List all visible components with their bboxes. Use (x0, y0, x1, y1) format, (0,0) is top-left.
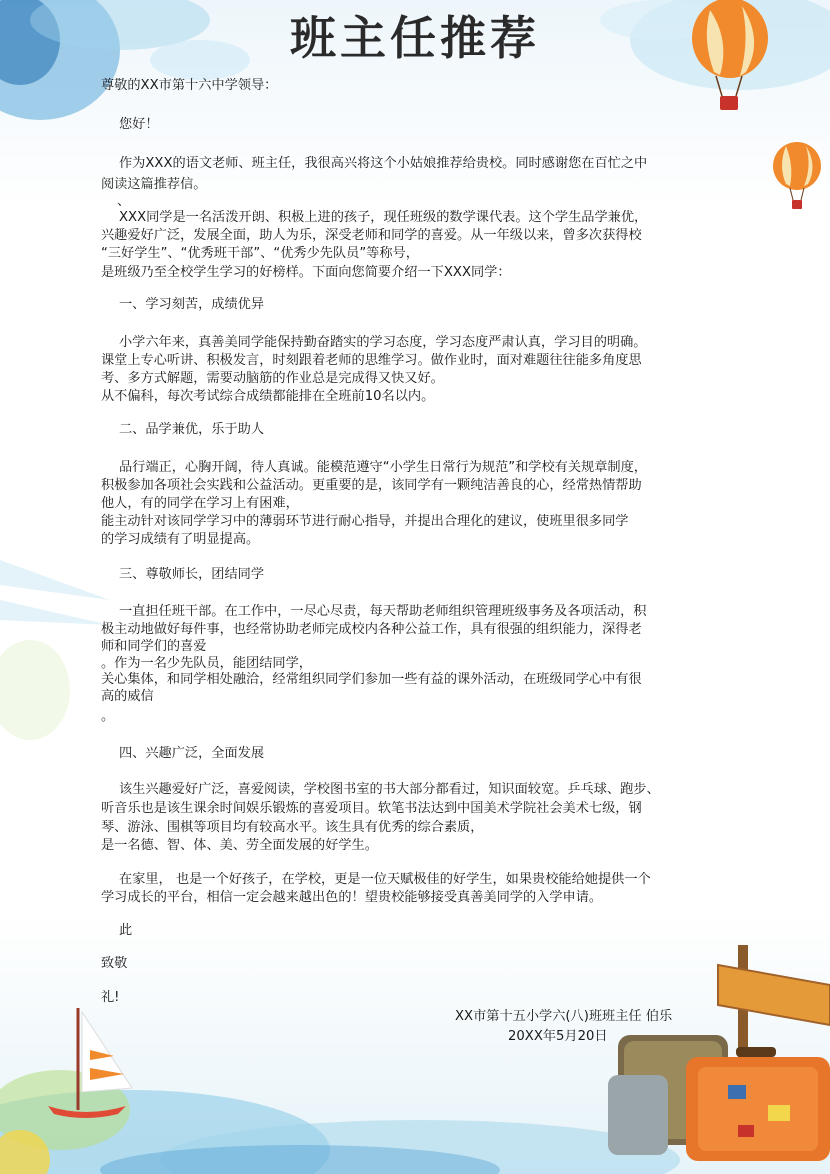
closing-zhijing: 致敬 (101, 956, 128, 971)
overview-line-2: 兴趣爱好广泛，发展全面，助人为乐，深受老师和同学的喜爱。从一年级以来，曾多次获得校 (101, 228, 642, 243)
closing-ci: 此 (119, 923, 133, 938)
section-4-line-4: 是一名德、智、体、美、劳全面发展的好学生。 (101, 838, 378, 853)
intro-line-2: 阅读这篇推荐信。 (101, 177, 207, 192)
section-3-line-1: 一直担任班干部。在工作中，一尽心尽责，每天帮助老师组织管理班级事务及各项活动，积 (119, 604, 647, 619)
section-4-line-3: 琴、游泳、围棋等项目均有较高水平。该生具有优秀的综合素质， (101, 820, 484, 835)
section-1-line-1: 小学六年来，真善美同学能保持勤奋踏实的学习态度，学习态度严肃认真，学习目的明确。 (119, 335, 647, 350)
section-3-line-2: 极主动地做好每件事，也经常协助老师完成校内各种公益工作，具有很强的组织能力，深得老 (101, 622, 642, 637)
section-1-line-4: 从不偏科，每次考试综合成绩都能排在全班前10名以内。 (101, 389, 435, 404)
section-3-line-6: 高的威信 (101, 689, 154, 704)
greeting: 尊敬的XX市第十六中学领导： (101, 78, 278, 93)
section-3-heading: 三、尊敬师长，团结同学 (119, 567, 265, 582)
closing-line-1: 在家里， 也是一个好孩子，在学校，更是一位天赋极佳的好学生，如果贵校能给她提供一个 (119, 872, 651, 887)
section-2-line-4: 能主动针对该同学学习中的薄弱环节进行耐心指导，并提出合理化的建议，使班里很多同学 (101, 514, 629, 529)
section-4-heading: 四、兴趣广泛，全面发展 (119, 746, 265, 761)
section-3-line-7: 。 (101, 709, 115, 724)
hello-line: 您好！ (119, 117, 159, 132)
section-4-line-2: 听音乐也是该生课余时间娱乐锻炼的喜爱项目。软笔书法达到中国美术学院社会美术七级，钢 (101, 801, 642, 816)
section-2-line-2: 积极参加各项社会实践和公益活动。更重要的是，该同学有一颗纯洁善良的心，经常热情帮助 (101, 478, 642, 493)
page-title: 班主任推荐 (290, 11, 540, 65)
section-3-line-3: 师和同学们的喜爱 (101, 639, 207, 654)
section-3-line-5: 关心集体，和同学相处融洽，经常组织同学们参加一些有益的课外活动，在班级同学心中有很 (101, 672, 642, 687)
intro-line-1: 作为XXX的语文老师、班主任，我很高兴将这个小姑娘推荐给贵校。同时感谢您在百忙之中 (119, 156, 648, 171)
overview-line-1: XXX同学是一名活泼开朗、积极上进的孩子，现任班级的数学课代表。这个学生品学兼优， (119, 210, 648, 225)
section-1-line-3: 考、多方式解题，需要动脑筋的作业总是完成得又快又好。 (101, 371, 444, 386)
section-1-line-2: 课堂上专心听讲、积极发言，时刻跟着老师的思维学习。做作业时，面对难题往往能多角度思 (101, 353, 642, 368)
signature: XX市第十五小学六(八)班班主任 伯乐 (455, 1009, 673, 1024)
overview-line-3: “三好学生”、“优秀班干部”、“优秀少先队员”等称号， (101, 246, 419, 261)
section-2-line-3: 他人，有的同学在学习上有困难， (101, 496, 299, 511)
sailboat-icon (30, 1000, 150, 1130)
section-2-heading: 二、品学兼优，乐于助人 (119, 422, 265, 437)
section-1-heading: 一、学习刻苦，成绩优异 (119, 297, 265, 312)
section-4-line-1: 该生兴趣爱好广泛，喜爱阅读，学校图书室的书大部分都看过，知识面较宽。乒乓球、跑步、 (119, 782, 660, 797)
hot-air-balloon-small-icon (770, 142, 825, 214)
intro-mark: 、 (117, 194, 131, 209)
suitcases-icon (608, 945, 830, 1174)
closing-li: 礼! (101, 990, 120, 1005)
section-3-line-4: 。作为一名少先队员，能团结同学， (101, 656, 312, 671)
closing-line-2: 学习成长的平台，相信一定会越来越出色的！望贵校能够接受真善美同学的入学申请。 (101, 890, 603, 905)
signature-date: 20XX年5月20日 (508, 1029, 608, 1044)
section-2-line-5: 的学习成绩有了明显提高。 (101, 532, 260, 547)
section-2-line-1: 品行端正，心胸开阔，待人真诚。能模范遵守“小学生日常行为规范”和学校有关规章制度， (119, 460, 647, 475)
overview-line-4: 是班级乃至全校学生学习的好榜样。下面向您简要介绍一下XXX同学： (101, 265, 511, 280)
